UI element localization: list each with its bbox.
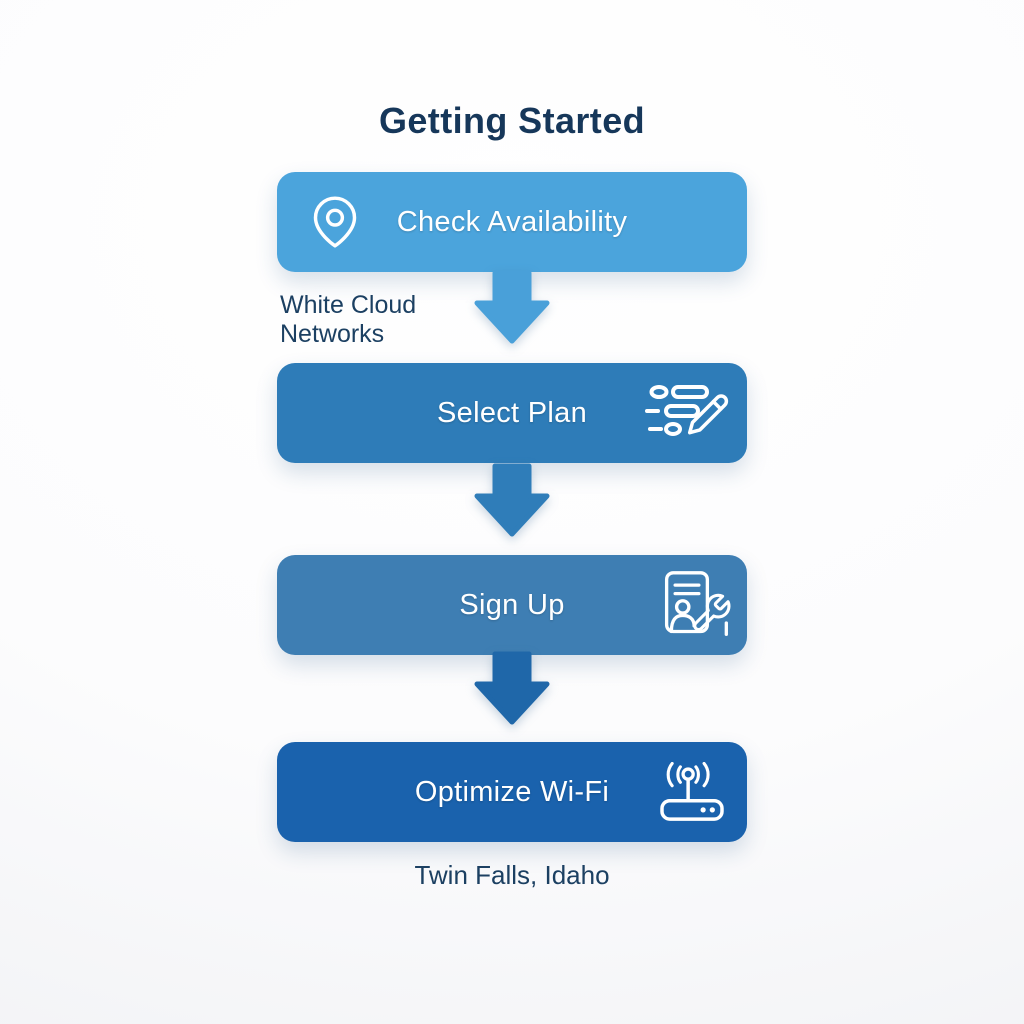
down-arrow-icon [472,270,552,346]
down-arrow-icon [472,463,552,539]
plan-edit-list-icon [645,383,733,443]
provider-caption: White Cloud Networks [280,291,417,348]
down-arrow-icon [472,651,552,727]
step-check-availability[interactable] [277,172,747,272]
step-label: Select Plan [437,396,587,429]
location-pin-icon [309,193,361,251]
step-optimize-wifi[interactable] [277,742,747,842]
step-label: Optimize Wi-Fi [414,775,610,808]
step-label: Check Availability [396,205,628,238]
location-caption: Twin Falls, Idaho [414,860,610,890]
page-title: Getting Started [378,100,645,141]
signup-form-wrench-icon [659,569,733,641]
step-label: Sign Up [459,588,565,621]
step-select-plan[interactable] [277,363,747,463]
step-sign-up[interactable] [277,555,747,655]
wifi-router-icon [659,762,725,822]
